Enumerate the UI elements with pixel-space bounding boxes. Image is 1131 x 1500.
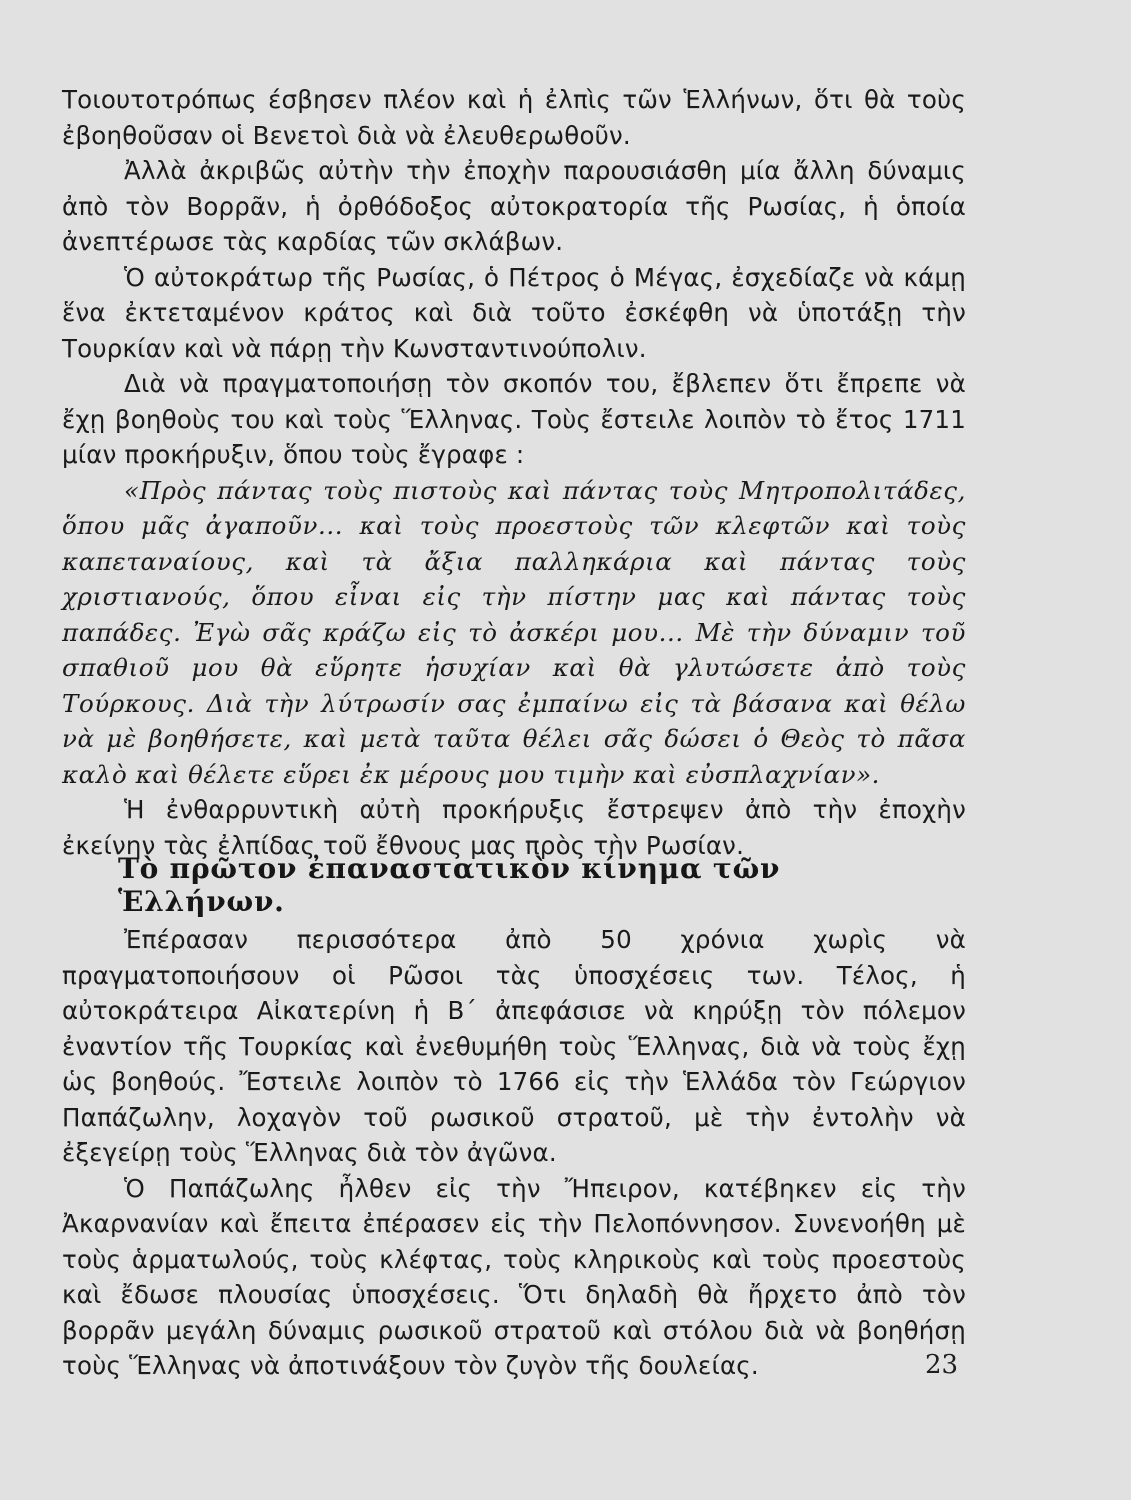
paragraph-peter-the-great: Ὁ αὐτοκράτωρ τῆς Ρωσίας, ὁ Πέτρος ὁ Μέγας, ἐσχεδίαζε νὰ κάμῃ ἕνα ἐκτεταμένον κράτος καὶ διὰ τοῦτο ἐσκέφθη νὰ ὑποτάξῃ τὴν Τουρκίαν καὶ νὰ πάρῃ τὴν Κωνσταντινούπολιν. xyxy=(62,262,966,363)
paragraph-papazolis: Ὁ Παπάζωλης ἦλθεν εἰς τὴν Ἤπειρον, κατέβηκεν εἰς τὴν Ἀκαρνανίαν καὶ ἔπειτα ἐπέρασεν εἰς τὴν Πελοπόννησον. Συνενοήθη μὲ τοὺς ἁρματωλούς, τοὺς κλέφτας, τοὺς κληρικοὺς καὶ τοὺς προεστοὺς καὶ ἔδωσε πλουσίας ὑποσχέσεις. Ὅτι δηλαδὴ θὰ ἤρχετο ἀπὸ τὸν βορρᾶν μεγάλη δύναμις ρωσικοῦ στρατοῦ καὶ στόλου διὰ νὰ βοηθήσῃ τοὺς Ἕλληνας νὰ ἀποτινάξουν τὸν ζυγὸν τῆς δουλείας. xyxy=(62,1173,966,1380)
proclamation-quote: «Πρὸς πάντας τοὺς πιστοὺς καὶ πάντας τοὺς Μητροπολιτάδες, ὅπου μᾶς ἀγαποῦν... καὶ τοὺς προεστοὺς τῶν κλεφτῶν καὶ τοὺς καπεταναίους, καὶ τὰ ἄξια παλληκάρια καὶ πάντας τοὺς χριστιανούς, ὅπου εἶναι εἰς τὴν πίστην μας καὶ πάντας τοὺς παπάδες. Ἐγὼ σᾶς κράζω εἰς τὸ ἀσκέρι μου... Μὲ τὴν δύναμιν τοῦ σπαθιοῦ μου θὰ εὕρητε ἡσυχίαν καὶ θὰ γλυτώσετε ἀπὸ τοὺς Τούρκους. Διὰ τὴν λύτρωσίν σας ἐμπαίνω εἰς τὰ βάσανα καὶ θέλω νὰ μὲ βοηθήσετε, καὶ μετὰ ταῦτα θέλει σᾶς δώσει ὁ Θεὸς τὸ πᾶσα καλὸ καὶ θέλετε εὕρει ἐκ μέρους μου τιμὴν καὶ εὐσπλαχνίαν». xyxy=(62,475,966,789)
paragraph-venetians: Τοιουτοτρόπως έσβησεν πλέον καὶ ἡ ἐλπὶς τῶν Ἑλλήνων, ὅτι θὰ τοὺς ἐβοηθοῦσαν οἱ Βενετοὶ διὰ νὰ ἐλευθερωθοῦν. xyxy=(62,85,966,150)
page-number: 23 xyxy=(925,1350,959,1380)
paragraph-proclamation-intro: Διὰ νὰ πραγματοποιήσῃ τὸν σκοπόν του, ἔβλεπεν ὅτι ἔπρεπε νὰ ἔχῃ βοηθοὺς του καὶ τοὺς Ἕλληνας. Τοὺς ἔστειλε λοιπὸν τὸ ἔτος 1711 μίαν προκήρυξιν, ὅπου τοὺς ἔγραφε : xyxy=(62,369,966,469)
upper-text-block xyxy=(62,82,966,863)
lower-text-block xyxy=(62,922,966,1384)
paragraph-russia-power: Ἀλλὰ ἀκριβῶς αὐτὴν τὴν ἐποχὴν παρουσιάσθη μία ἄλλη δύναμις ἀπὸ τὸν Βορρᾶν, ἡ ὀρθόδοξος αὐτοκρατορία τῆς Ρωσίας, ἡ ὁποία ἀνεπτέρωσε τὰς καρδίας τῶν σκλάβων. xyxy=(62,156,966,256)
section-heading: Τὸ πρῶτον ἐπαναστατικὸν κίνημα τῶν Ἑλλήνων. xyxy=(118,852,781,918)
paragraph-catherine: Ἐπέρασαν περισσότερα ἀπὸ 50 χρόνια χωρὶς νὰ πραγματοποιήσουν οἱ Ρῶσοι τὰς ὑποσχέσεις των. Τέλος, ἡ αὐτοκράτειρα Αἰκατερίνη ἡ Β΄ ἀπεφάσισε νὰ κηρύξῃ τὸν πόλεμον ἐναντίον τῆς Τουρκίας καὶ ἐνεθυμήθη τοὺς Ἕλληνας, διὰ νὰ τοὺς ἔχῃ ὡς βοηθούς. Ἔστειλε λοιπὸν τὸ 1766 εἰς τὴν Ἑλλάδα τὸν Γεώργιον Παπάζωλην, λοχαγὸν τοῦ ρωσικοῦ στρατοῦ, μὲ τὴν ἐντολὴν νὰ ἐξεγείρῃ τοὺς Ἕλληνας διὰ τὸν ἀγῶνα. xyxy=(62,925,966,1167)
paragraph-hopes-to-russia: Ἡ ἐνθαρρυντικὴ αὐτὴ προκήρυξις ἔστρεψεν ἀπὸ τὴν ἐποχὴν ἐκείνην τὰς ἐλπίδας τοῦ ἔθνους μας πρὸς τὴν Ρωσίαν. xyxy=(62,795,966,860)
